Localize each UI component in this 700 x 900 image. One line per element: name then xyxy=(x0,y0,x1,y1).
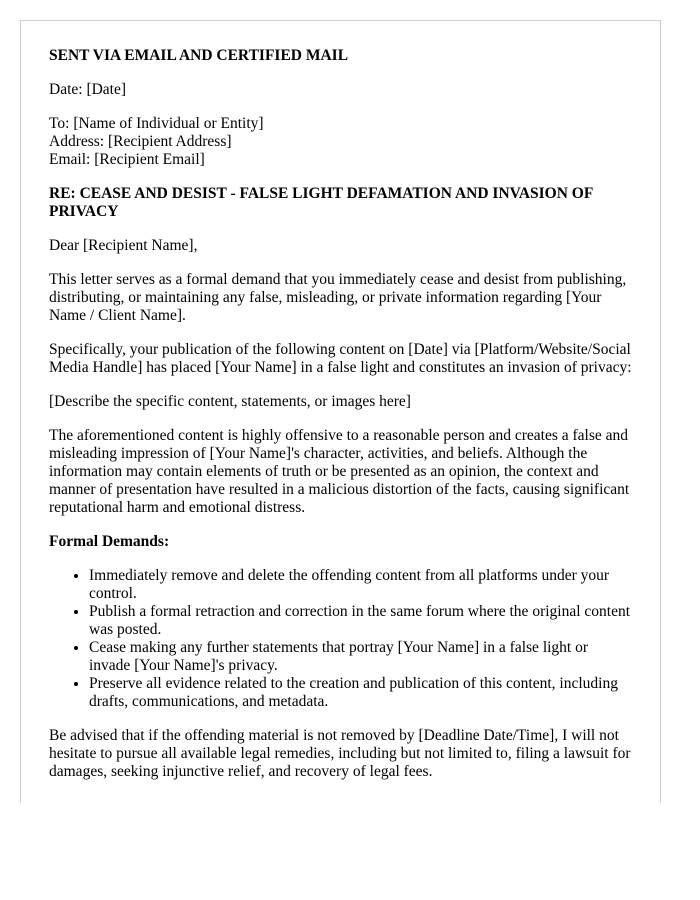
delivery-method-heading: SENT VIA EMAIL AND CERTIFIED MAIL xyxy=(49,47,349,64)
demands-list xyxy=(49,567,632,711)
letter-page xyxy=(20,20,661,803)
recipient-name-line: To: [Name of Individual or Entity] xyxy=(49,115,264,132)
publication-paragraph: Specifically, your publication of the following content on [Date] via [Platform/Website/Social Media Handle] has placed [Your Name] in a false light and constitutes an invasion of privacy: xyxy=(49,341,632,376)
demand-item: • Publish a formal retraction and correction in the same forum where the original content was posted. xyxy=(89,603,632,639)
date-line: Date: [Date] xyxy=(49,81,127,98)
recipient-block xyxy=(49,115,632,169)
closing-paragraph: Be advised that if the offending material is not removed by [Deadline Date/Time], I will not hesitate to pursue all available legal remedies, including but not limited to, filing a lawsuit for damages, seeking injunctive relief, and recovery of legal fees. xyxy=(49,727,631,780)
intro-paragraph: This letter serves as a formal demand that you immediately cease and desist from publishing, distributing, or maintaining any false, misleading, or private information regarding [Your Name / Client Name]. xyxy=(49,271,627,324)
demands-heading: Formal Demands: xyxy=(49,533,170,550)
salutation: Dear [Recipient Name], xyxy=(49,237,198,254)
demand-item: • Preserve all evidence related to the creation and publication of this content, including drafts, communications, and metadata. xyxy=(89,675,632,711)
content-placeholder-paragraph: [Describe the specific content, statements, or images here] xyxy=(49,393,411,410)
recipient-email-line: Email: [Recipient Email] xyxy=(49,151,205,168)
harm-paragraph: The aforementioned content is highly offensive to a reasonable person and creates a false and misleading impression of [Your Name]'s character, activities, and beliefs. Although the information may contain elements of truth or be presented as an opinion, the context and manner of presentation have resulted in a malicious distortion of the facts, causing significant reputational harm and emotional distress. xyxy=(49,427,630,516)
recipient-address-line: Address: [Recipient Address] xyxy=(49,133,232,150)
demand-item: • Immediately remove and delete the offending content from all platforms under your control. xyxy=(89,567,632,603)
subject-line: RE: CEASE AND DESIST - FALSE LIGHT DEFAMATION AND INVASION OF PRIVACY xyxy=(49,185,593,220)
demand-item: • Cease making any further statements that portray [Your Name] in a false light or invade [Your Name]'s privacy. xyxy=(89,639,632,675)
